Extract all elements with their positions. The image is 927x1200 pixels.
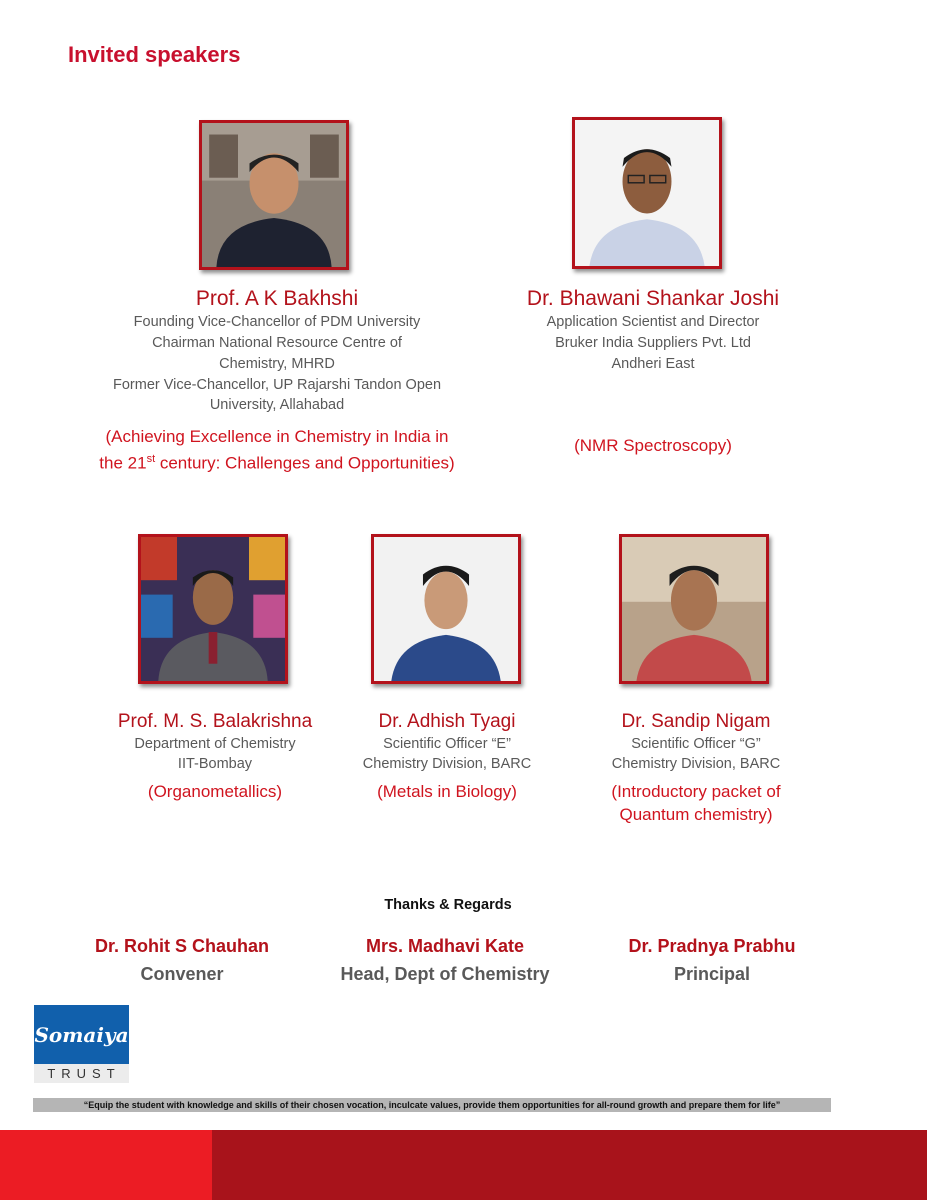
logo-script: Somaiya: [34, 1005, 129, 1064]
thanks-regards: Thanks & Regards: [384, 897, 512, 913]
speaker-affiliation: Chemistry Division, BARC: [611, 756, 781, 772]
signatory-convener: [62, 933, 302, 989]
signatory-name: Mrs. Madhavi Kate: [365, 936, 525, 956]
signatory-role: Convener: [140, 964, 224, 984]
speaker-card-bakhshi: [90, 286, 464, 475]
speaker-affiliation: Scientific Officer “G”: [631, 736, 761, 752]
speaker-photo-tyagi: [371, 534, 521, 684]
speaker-card-balakrishna: [100, 710, 330, 803]
speaker-photo-bakhshi: [199, 120, 349, 270]
speaker-affiliation: Chairman National Resource Centre of: [152, 335, 402, 351]
speaker-topic: (Organometallics): [147, 782, 283, 801]
speaker-affiliation: Bruker India Suppliers Pvt. Ltd: [555, 335, 751, 351]
speaker-photo-balakrishna: [138, 534, 288, 684]
signatory-role: Head, Dept of Chemistry: [340, 964, 550, 984]
speaker-affiliation: Application Scientist and Director: [546, 314, 760, 330]
speaker-affiliation: Chemistry Division, BARC: [362, 756, 532, 772]
speaker-topic: (Achieving Excellence in Chemistry in India in: [105, 427, 449, 446]
footer-accent: [0, 1130, 212, 1200]
signatory-head: [315, 933, 575, 989]
speaker-name: Prof. M. S. Balakrishna: [117, 711, 313, 732]
speaker-topic: (Metals in Biology): [377, 782, 517, 801]
signatory-name: Dr. Rohit S Chauhan: [94, 936, 269, 956]
signatory-role: Principal: [673, 964, 751, 984]
speaker-name: Prof. A K Bakhshi: [195, 287, 359, 310]
motto-bar: “Equip the student with knowledge and skills of their chosen vocation, inculcate values, provide them opportunities for all-round growth and prepare them for life”: [33, 1098, 831, 1112]
speaker-card-nigam: [586, 710, 806, 826]
speaker-topic: the 21st century: Challenges and Opportunities): [99, 453, 455, 473]
speaker-card-tyagi: [342, 710, 552, 803]
page-title: Invited speakers: [68, 42, 241, 67]
speaker-affiliation: Scientific Officer “E”: [383, 736, 511, 752]
speaker-name: Dr. Adhish Tyagi: [378, 711, 516, 732]
speaker-affiliation: Andheri East: [611, 356, 695, 372]
speaker-card-joshi: [478, 286, 828, 457]
signatory-principal: [592, 933, 832, 989]
signatory-name: Dr. Pradnya Prabhu: [628, 936, 796, 956]
speaker-affiliation: University, Allahabad: [209, 397, 345, 413]
somaiya-trust-logo: [34, 1005, 129, 1083]
speaker-photo-joshi: [572, 117, 722, 269]
speaker-photo-nigam: [619, 534, 769, 684]
speaker-affiliation: Chemistry, MHRD: [219, 356, 335, 372]
speaker-affiliation: Founding Vice-Chancellor of PDM University: [133, 314, 421, 330]
speaker-topic: Quantum chemistry): [619, 805, 773, 824]
speaker-name: Dr. Sandip Nigam: [621, 711, 771, 732]
logo-word: TRUST: [34, 1064, 129, 1083]
speaker-topic: (NMR Spectroscopy): [574, 436, 732, 455]
speaker-topic: (Introductory packet of: [611, 782, 781, 801]
speaker-affiliation: IIT-Bombay: [177, 756, 253, 772]
speaker-affiliation: Department of Chemistry: [134, 736, 296, 752]
speaker-affiliation: Former Vice-Chancellor, UP Rajarshi Tandon Open: [112, 377, 442, 393]
speaker-name: Dr. Bhawani Shankar Joshi: [526, 287, 780, 310]
